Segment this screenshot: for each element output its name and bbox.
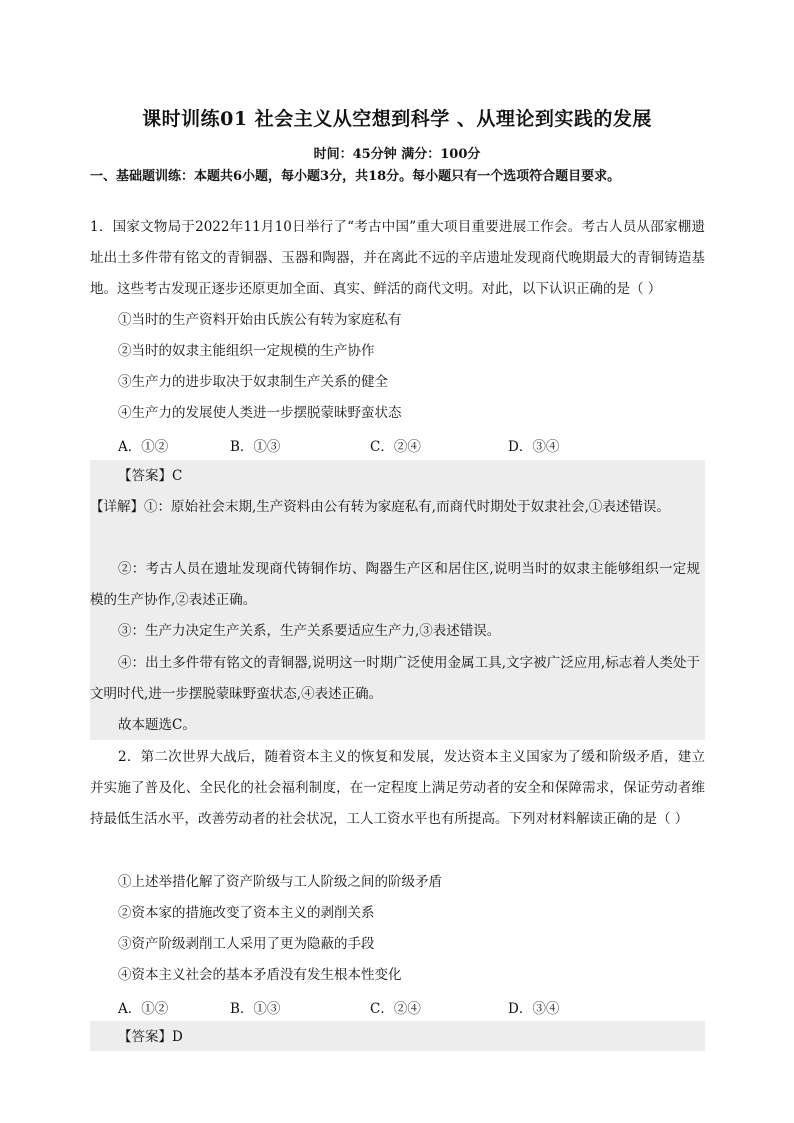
choice-c: C．②④ bbox=[370, 1001, 421, 1017]
question-2-stem: 2．第二次世界大战后，随着资本主义的恢复和发展，发达资本主义国家为了缓和阶级矛盾，建立并实施了普及化、全民化的社会福利制度，在一定程度上满足劳动者的安全和保障需求，保证劳动者维持最低生活水平，改善劳动者的社会状况，工人工资水平也有所提高。下列对材料解读正确的是（ ） bbox=[90, 749, 705, 827]
question-1-stem: 1．国家文物局于2022年11月10日举行了“考古中国”重大项目重要进展工作会。考古人员从邵家棚遗址出土多件带有铭文的青铜器、玉器和陶器，并在离此不远的辛店遗址发现商代晚期最大的青铜铸造基地。这些考古发现正逐步还原更加全面、真实、鲜活的商代文明。对此，以下认识正确的是（ ） bbox=[90, 219, 705, 297]
question-1-option-1: ①当时的生产资料开始由氏族公有转为家庭私有 bbox=[118, 312, 402, 328]
question-1-option-2: ②当时的奴隶主能组织一定规模的生产协作 bbox=[118, 343, 375, 359]
exam-time-score: 时间：45分钟 满分：100分 bbox=[313, 147, 481, 162]
analysis-paragraph-4: ④：出土多件带有铭文的青铜器,说明这一时期广泛使用金属工具,文字被广泛应用,标志着人类处于文明时代,进一步摆脱蒙昧野蛮状态,④表述正确。 bbox=[90, 655, 700, 702]
analysis-paragraph-1: 【详解】①：原始社会末期,生产资料由公有转为家庭私有,而商代时期处于奴隶社会,①表述错误。 bbox=[90, 499, 670, 515]
choice-a: A．①② bbox=[118, 1001, 169, 1017]
choice-d: D．③④ bbox=[508, 1001, 560, 1017]
choice-b: B．①③ bbox=[230, 439, 281, 455]
question-1-answer: 【答案】C bbox=[118, 468, 183, 484]
choice-b: B．①③ bbox=[230, 1001, 281, 1017]
question-2-option-3: ③资产阶级剥削工人采用了更为隐蔽的手段 bbox=[118, 936, 375, 952]
analysis-conclusion: 故本题选C。 bbox=[118, 717, 196, 733]
question-2-option-2: ②资本家的措施改变了资本主义的剥削关系 bbox=[118, 905, 375, 921]
page-title: 课时训练01 社会主义从空想到科学 、从理论到实践的发展 bbox=[142, 108, 652, 130]
question-2-option-4: ④资本主义社会的基本矛盾没有发生根本性变化 bbox=[118, 967, 402, 983]
analysis-paragraph-2: ②：考古人员在遗址发现商代铸铜作坊、陶器生产区和居住区,说明当时的奴隶主能够组织一定规模的生产协作,②表述正确。 bbox=[90, 561, 700, 608]
question-2-option-1: ①上述举措化解了资产阶级与工人阶级之间的阶级矛盾 bbox=[118, 874, 442, 890]
question-1-option-4: ④生产力的发展使人类进一步摆脱蒙昧野蛮状态 bbox=[118, 405, 402, 421]
question-2-answer: 【答案】D bbox=[118, 1029, 183, 1045]
question-1-option-3: ③生产力的进步取决于奴隶制生产关系的健全 bbox=[118, 374, 388, 390]
choice-a: A．①② bbox=[118, 439, 169, 455]
section-heading: 一、基础题训练：本题共6小题，每小题3分，共18分。每小题只有一个选项符合题目要求。 bbox=[90, 169, 621, 184]
analysis-paragraph-3: ③：生产力决定生产关系，生产关系要适应生产力,③表述错误。 bbox=[118, 623, 501, 639]
choice-c: C．②④ bbox=[370, 439, 421, 455]
choice-d: D．③④ bbox=[508, 439, 560, 455]
